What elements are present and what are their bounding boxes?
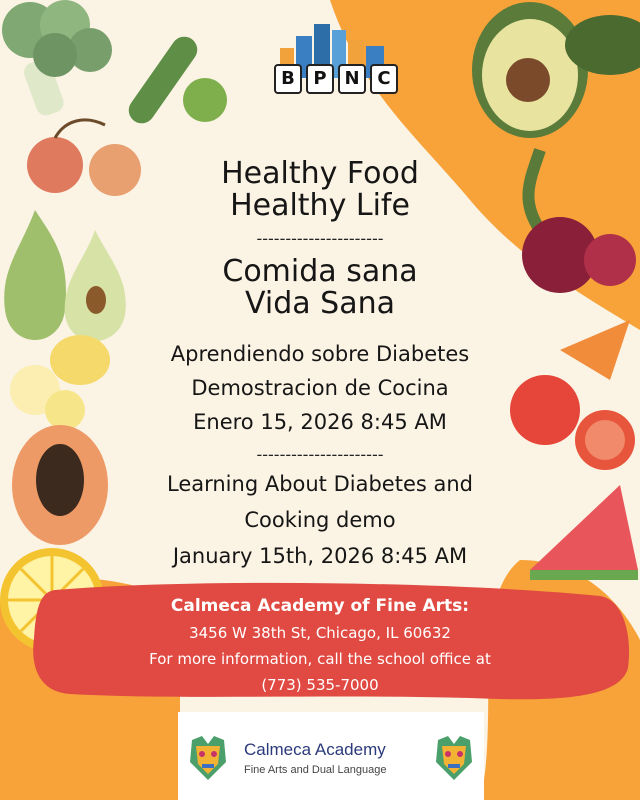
- logo-letter: B: [274, 64, 302, 94]
- footer-tagline: Fine Arts and Dual Language: [244, 764, 387, 776]
- footer-card: [178, 712, 484, 800]
- english-event-line1: Learning About Diabetes and: [166, 472, 473, 496]
- logo-letter: C: [370, 64, 398, 94]
- divider-2: ----------------------: [256, 445, 384, 464]
- divider: ----------------------: [256, 229, 384, 248]
- english-title-line2: Healthy Life: [230, 188, 410, 223]
- spanish-event-line1: Aprendiendo sobre Diabetes: [170, 342, 470, 366]
- broccoli-illustration: [0, 0, 120, 120]
- spanish-title-line2: Vida Sana: [245, 286, 395, 321]
- jaguar-mask-icon: [188, 734, 228, 782]
- spanish-event-line2: Demostracion de Cocina: [191, 376, 449, 400]
- spanish-title-line1: Comida sana: [222, 254, 418, 289]
- venue-info: For more information, call the school office at: [149, 650, 491, 668]
- english-event-line2: Cooking demo: [244, 508, 396, 532]
- spanish-event-date: Enero 15, 2026 8:45 AM: [193, 410, 447, 434]
- bpnc-logo: [268, 18, 400, 100]
- logo-letter: P: [306, 64, 334, 94]
- venue-phone: (773) 535-7000: [261, 676, 379, 694]
- english-title-line1: Healthy Food: [221, 156, 419, 191]
- jaguar-mask-icon: [434, 734, 474, 782]
- watermelon-illustration: [520, 480, 640, 590]
- footer-school-name: Calmeca Academy: [244, 740, 386, 759]
- avocado-illustration: [470, 0, 640, 140]
- english-event-date: January 15th, 2026 8:45 AM: [172, 544, 468, 568]
- logo-letter: N: [338, 64, 366, 94]
- venue-address: 3456 W 38th St, Chicago, IL 60632: [189, 624, 451, 642]
- venue-name: Calmeca Academy of Fine Arts:: [170, 596, 470, 616]
